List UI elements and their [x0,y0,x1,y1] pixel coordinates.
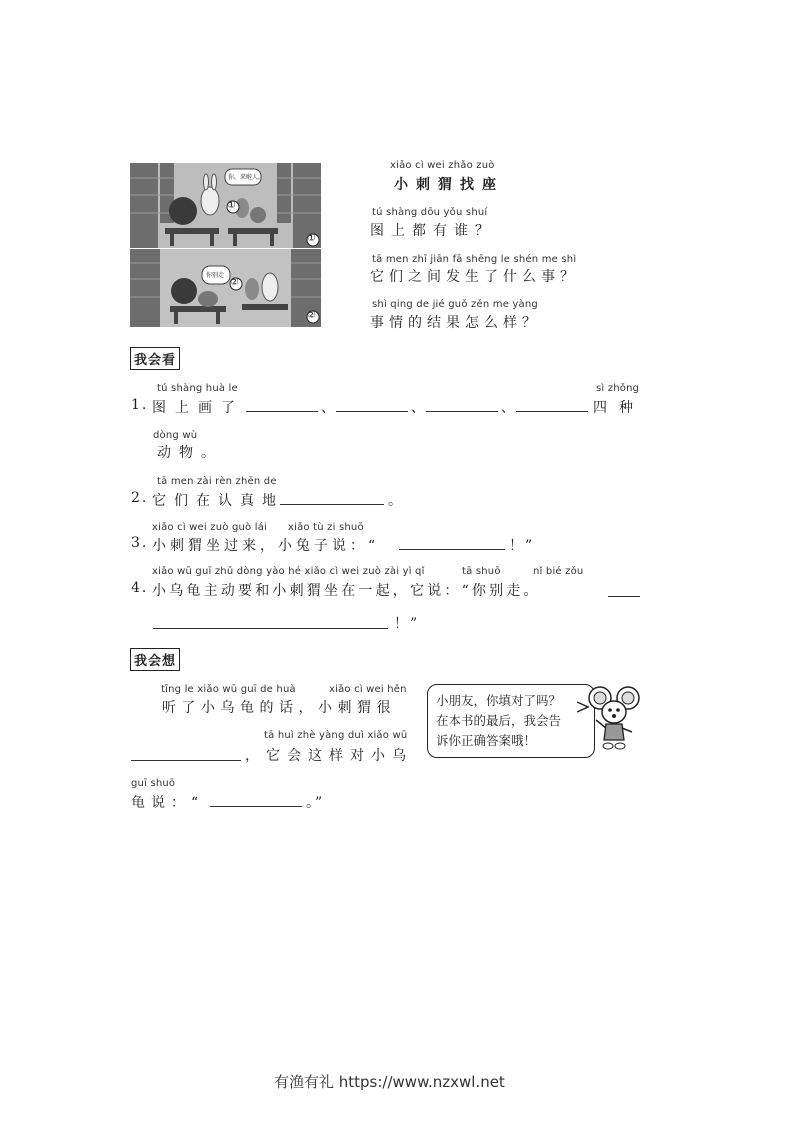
item-1-blank-1[interactable] [246,411,318,412]
think-blank-2[interactable] [210,806,302,807]
footer-watermark: 有渔有礼 https://www.nzxwl.net [274,1073,505,1091]
question-3: 事情的结果怎么样？ [370,315,541,331]
page-title: 小刺猬找座 [394,177,504,193]
item-1-text: 图上画了 [152,400,244,416]
speech-bubble-1: 你，来啦人。 [228,174,265,181]
tip-line-2: 在本书的最后，我会告 [436,713,562,728]
question-3-pinyin: shì qing de jié guǒ zěn me yàng [372,299,538,310]
item-1-separator-3: 、 [501,400,522,416]
item-3-pinyin-2: xiǎo tù zi shuō [288,522,364,533]
item-1-blank-4[interactable] [516,411,588,412]
think-pinyin-3: tā huì zhè yàng duì xiǎo wū [264,730,408,741]
item-2-pinyin: tā men zài rèn zhēn de [157,476,277,487]
item-4-tail: ！” [394,616,420,632]
question-2-pinyin: tā men zhī jiān fā shēng le shén me shì [372,254,577,265]
item-4-pinyin: xiǎo wū guī zhǔ dòng yào hé xiǎo cì wei zuò zài yì qǐ [152,566,425,577]
item-4-pinyin-2: tā shuō [462,566,501,577]
item-1-pinyin: tú shàng huà le [157,383,238,394]
item-2-tail: 。 [388,493,409,509]
think-text-3: 龟说：“ [131,795,205,811]
tip-line-1: 小朋友，你填对了吗？ [436,693,562,708]
illustration-panel-1 [130,163,321,248]
illustration-panel-2 [130,249,321,327]
question-2: 它们之间发生了什么事？ [370,269,579,285]
item-1-blank-2[interactable] [336,411,408,412]
item-4-pinyin-3: nǐ bié zǒu [533,566,584,577]
mouse-mascot-icon [586,684,642,754]
item-4-blank-2[interactable] [153,628,388,629]
item-2-number: 2. [131,490,149,506]
speech-bubble-2: 你别走 [206,272,225,279]
think-blank-1[interactable] [131,760,241,761]
tip-speech-bubble [427,684,595,758]
section-label-look: 我会看 [130,347,180,370]
item-3-number: 3. [131,535,149,551]
item-1-separator-2: 、 [411,400,432,416]
item-1-separator-1: 、 [321,400,342,416]
library-scene-2 [130,249,321,327]
library-scene-1 [130,163,321,248]
item-1-pinyin-end: sì zhǒng [596,383,640,394]
think-text-1: 听了小乌龟的话，小刺猬很 [162,700,396,716]
item-1-text-cont: 动物。 [157,445,223,461]
item-3-pinyin: xiǎo cì wei zuò guò lái [152,522,268,533]
panel-number-2-corner: ② [307,310,316,321]
item-1-text-end: 四种 [593,400,645,416]
item-1-number: 1. [131,397,149,413]
item-4-blank-1[interactable] [608,596,640,597]
item-1-blank-3[interactable] [426,411,498,412]
panel-number-1-corner: ① [307,233,316,244]
item-4-number: 4. [131,580,149,596]
question-1-pinyin: tú shàng dōu yǒu shuí [372,207,488,218]
title-pinyin: xiǎo cì wei zhǎo zuò [390,160,495,171]
item-4-text: 小乌龟主动要和小刺猬坐在一起，它说：“你别走。 [152,583,541,599]
item-2-blank[interactable] [280,504,384,505]
tip-line-3: 诉你正确答案哦！ [436,733,537,748]
think-tail: 。” [306,795,325,811]
panel-number-2: ② [230,277,239,288]
section-label-think: 我会想 [130,648,180,671]
think-text-2: ，它会这样对小乌 [245,748,413,764]
think-pinyin-4: guī shuō [131,778,176,789]
item-1-pinyin-2: dòng wù [153,430,198,441]
question-1: 图上都有谁？ [370,223,496,239]
panel-number-1: ① [227,200,236,211]
item-3-tail: ！” [509,538,535,554]
think-pinyin-2: xiǎo cì wei hěn [329,684,407,695]
item-2-text: 它们在认真地 [152,493,284,509]
think-pinyin-1: tīng le xiǎo wū guī de huà [161,684,296,695]
item-3-blank[interactable] [399,549,505,550]
item-3-text: 小刺猬坐过来，小兔子说：“ [152,538,380,554]
